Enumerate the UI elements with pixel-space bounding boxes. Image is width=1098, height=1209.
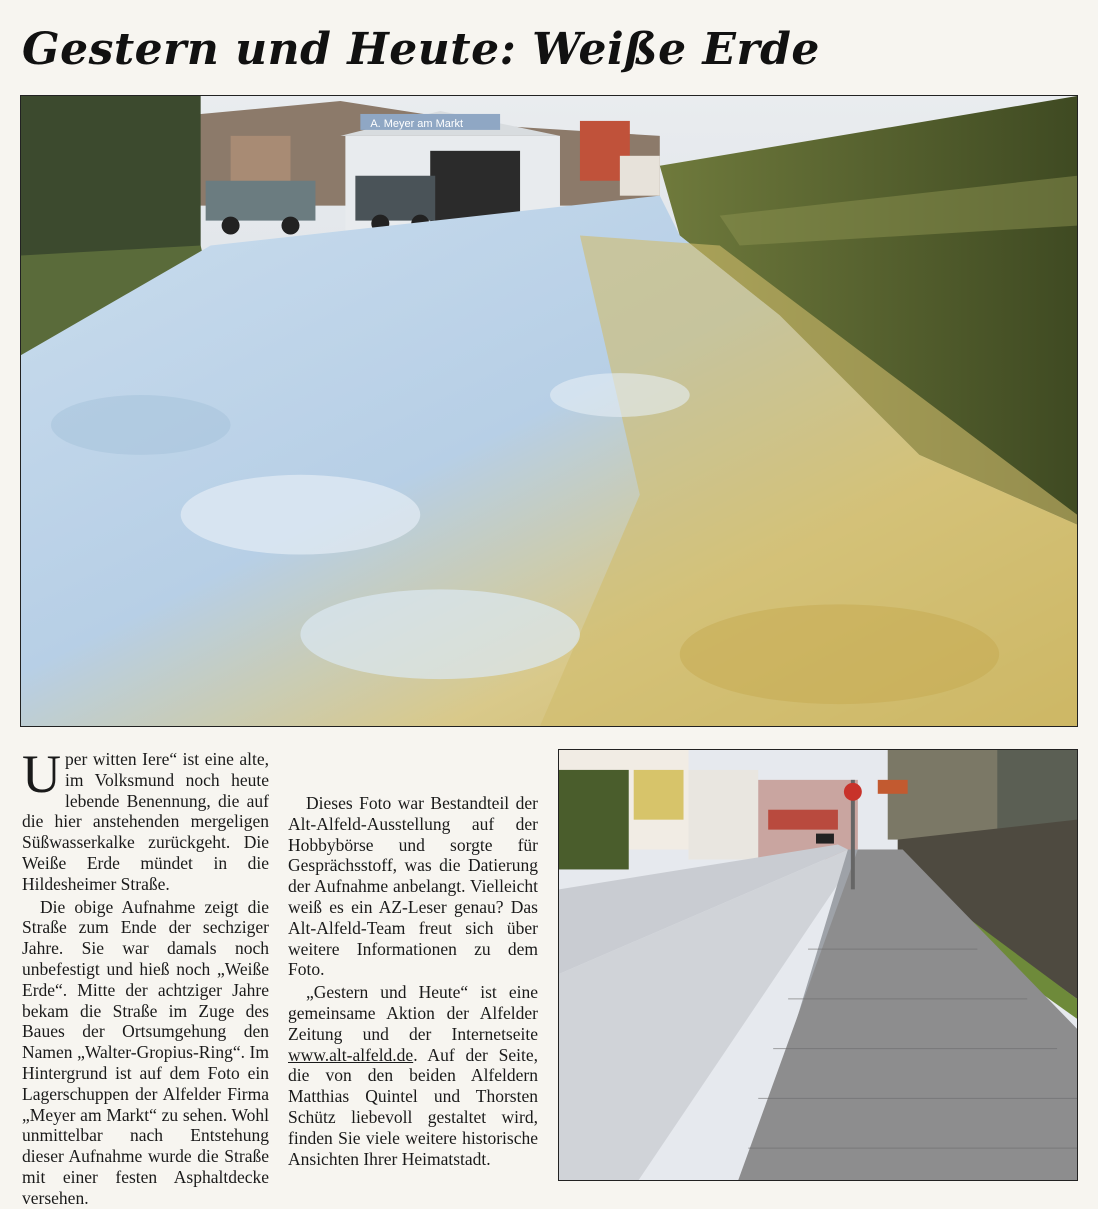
- article-paragraph-4: [288, 982, 538, 1169]
- historic-street-photo: [20, 95, 1078, 727]
- headline: Gestern und Heute: Weiße Erde: [22, 24, 820, 75]
- modern-street-photo: [558, 749, 1078, 1181]
- dropcap: U: [22, 744, 61, 804]
- shed-sign: A. Meyer am Markt: [370, 117, 464, 130]
- article-column-2: [288, 749, 538, 1169]
- paragraph-1-text: per witten Iere“ ist eine alte, im Volksmund noch heute lebende Benennung, die auf die hier anstehenden mergeligen Süßwasserkalke zurückgeht. Die Weiße Erde mündet in die Hildesheimer Straße.: [22, 749, 269, 894]
- article-paragraph-2: Die obige Aufnahme zeigt die Straße zum Ende der sechziger Jahre. Sie war damals noch unbefestigt und hieß noch „Weiße Erde“. Mitte der achtziger Jahre bekam die Straße im Zuge des Baues der Ortsumgehung den Namen „Walter-Gropius-Ring“. Im Hintergrund ist auf dem Foto ein Lagerschuppen der Alfelder Firma „Meyer am Markt“ zu sehen. Wohl unmittelbar nach Entstehung dieser Aufnahme wurde die Straße mit einer festen Asphaltdecke versehen.: [22, 896, 269, 1208]
- article-paragraph-3: Dieses Foto war Bestandteil der Alt-Alfeld-Ausstellung auf der Hobbybörse und sorgte für Gesprächsstoff, was die Datierung der Aufnahme anbelangt. Vielleicht weiß es ein AZ-Leser genau? Das Alt-Alfeld-Team freut sich über weitere Informationen zu dem Foto.: [288, 793, 538, 980]
- website-link[interactable]: www.alt-alfeld.de: [288, 1044, 414, 1065]
- article-column-1: [22, 744, 269, 1209]
- historic-photo-icon: [21, 96, 1077, 726]
- paragraph-4-text-after: . Auf der Seite, die von den beiden Alfeldern Matthias Quintel und Thorsten Schütz liebevoll gestaltet wird, finden Sie viele weitere historische Ansichten Ihrer Heimatstadt.: [288, 1044, 538, 1169]
- paragraph-4-text-before: „Gestern und Heute“ ist eine gemeinsame Aktion der Alfelder Zeitung und der Internetseite: [288, 982, 538, 1044]
- article-paragraph-1: [22, 744, 269, 895]
- modern-photo-icon: [559, 750, 1077, 1180]
